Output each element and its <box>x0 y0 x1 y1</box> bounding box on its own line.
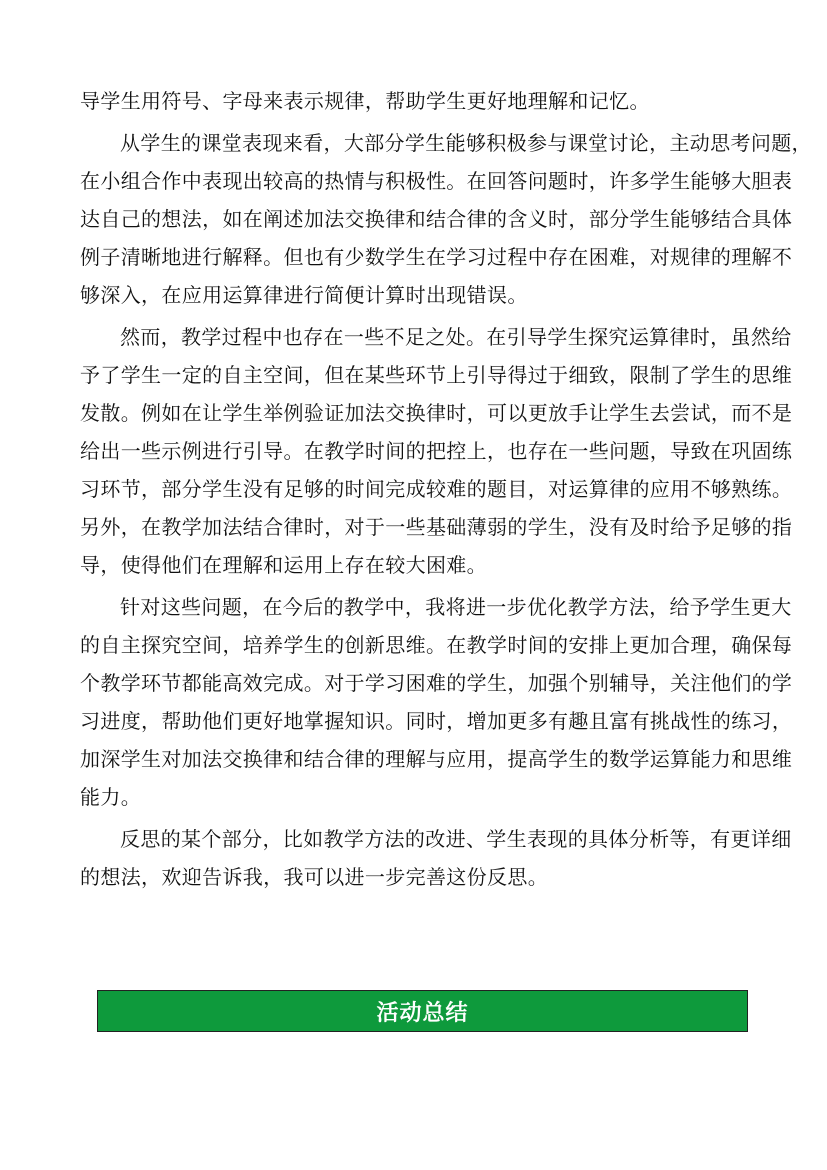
paragraph <box>80 318 793 584</box>
text-line: 达自己的想法，如在阐述加法交换律和结合律的含义时，部分学生能够结合具体 <box>80 207 793 231</box>
text-line: 另外，在教学加法结合律时，对于一些基础薄弱的学生，没有及时给予足够的指 <box>80 515 793 539</box>
text-line: 个教学环节都能高效完成。对于学习困难的学生，加强个别辅导，关注他们的学 <box>80 671 793 695</box>
text-line: 给出一些示例进行引导。在教学时间的把控上，也存在一些问题，导致在巩固练 <box>80 439 793 463</box>
text-line: 例子清晰地进行解释。但也有少数学生在学习过程中存在困难，对规律的理解不 <box>80 245 793 269</box>
document-body <box>80 82 812 900</box>
text-line: 的自主探究空间，培养学生的创新思维。在教学时间的安排上更加合理，确保每 <box>80 633 793 657</box>
text-line: 习环节，部分学生没有足够的时间完成较难的题目，对运算律的应用不够熟练。 <box>80 477 793 501</box>
text-line: 的想法，欢迎告诉我，我可以进一步完善这份反思。 <box>80 865 549 889</box>
text-line: 予了学生一定的自主空间，但在某些环节上引导得过于细致，限制了学生的思维 <box>80 363 793 387</box>
section-banner <box>97 990 748 1032</box>
text-line: 然而，教学过程中也存在一些不足之处。在引导学生探究运算律时，虽然给 <box>120 325 792 349</box>
paragraph <box>80 820 792 896</box>
text-line: 能力。 <box>80 785 142 809</box>
text-line: 够深入，在应用运算律进行简便计算时出现错误。 <box>80 283 528 307</box>
text-line: 导，使得他们在理解和运用上存在较大困难。 <box>80 553 487 577</box>
text-line: 加深学生对加法交换律和结合律的理解与应用，提高学生的数学运算能力和思维 <box>80 747 793 771</box>
paragraph <box>80 588 793 816</box>
paragraph <box>80 124 812 314</box>
text-line: 针对这些问题，在今后的教学中，我将进一步优化教学方法，给予学生更大 <box>120 595 792 619</box>
text-line: 发散。例如在让学生举例验证加法交换律时，可以更放手让学生去尝试，而不是 <box>80 401 793 425</box>
banner-title: 活动总结 <box>376 1000 469 1026</box>
text-line: 在小组合作中表现出较高的热情与积极性。在回答问题时，许多学生能够大胆表 <box>80 169 793 193</box>
text-line: 从学生的课堂表现来看，大部分学生能够积极参与课堂讨论，主动思考问题， <box>120 131 812 155</box>
text-line: 导学生用符号、字母来表示规律，帮助学生更好地理解和记忆。 <box>80 89 650 113</box>
text-line: 习进度，帮助他们更好地掌握知识。同时，增加更多有趣且富有挑战性的练习， <box>80 709 793 733</box>
text-line: 反思的某个部分，比如教学方法的改进、学生表现的具体分析等，有更详细 <box>120 827 792 851</box>
paragraph <box>80 82 768 120</box>
